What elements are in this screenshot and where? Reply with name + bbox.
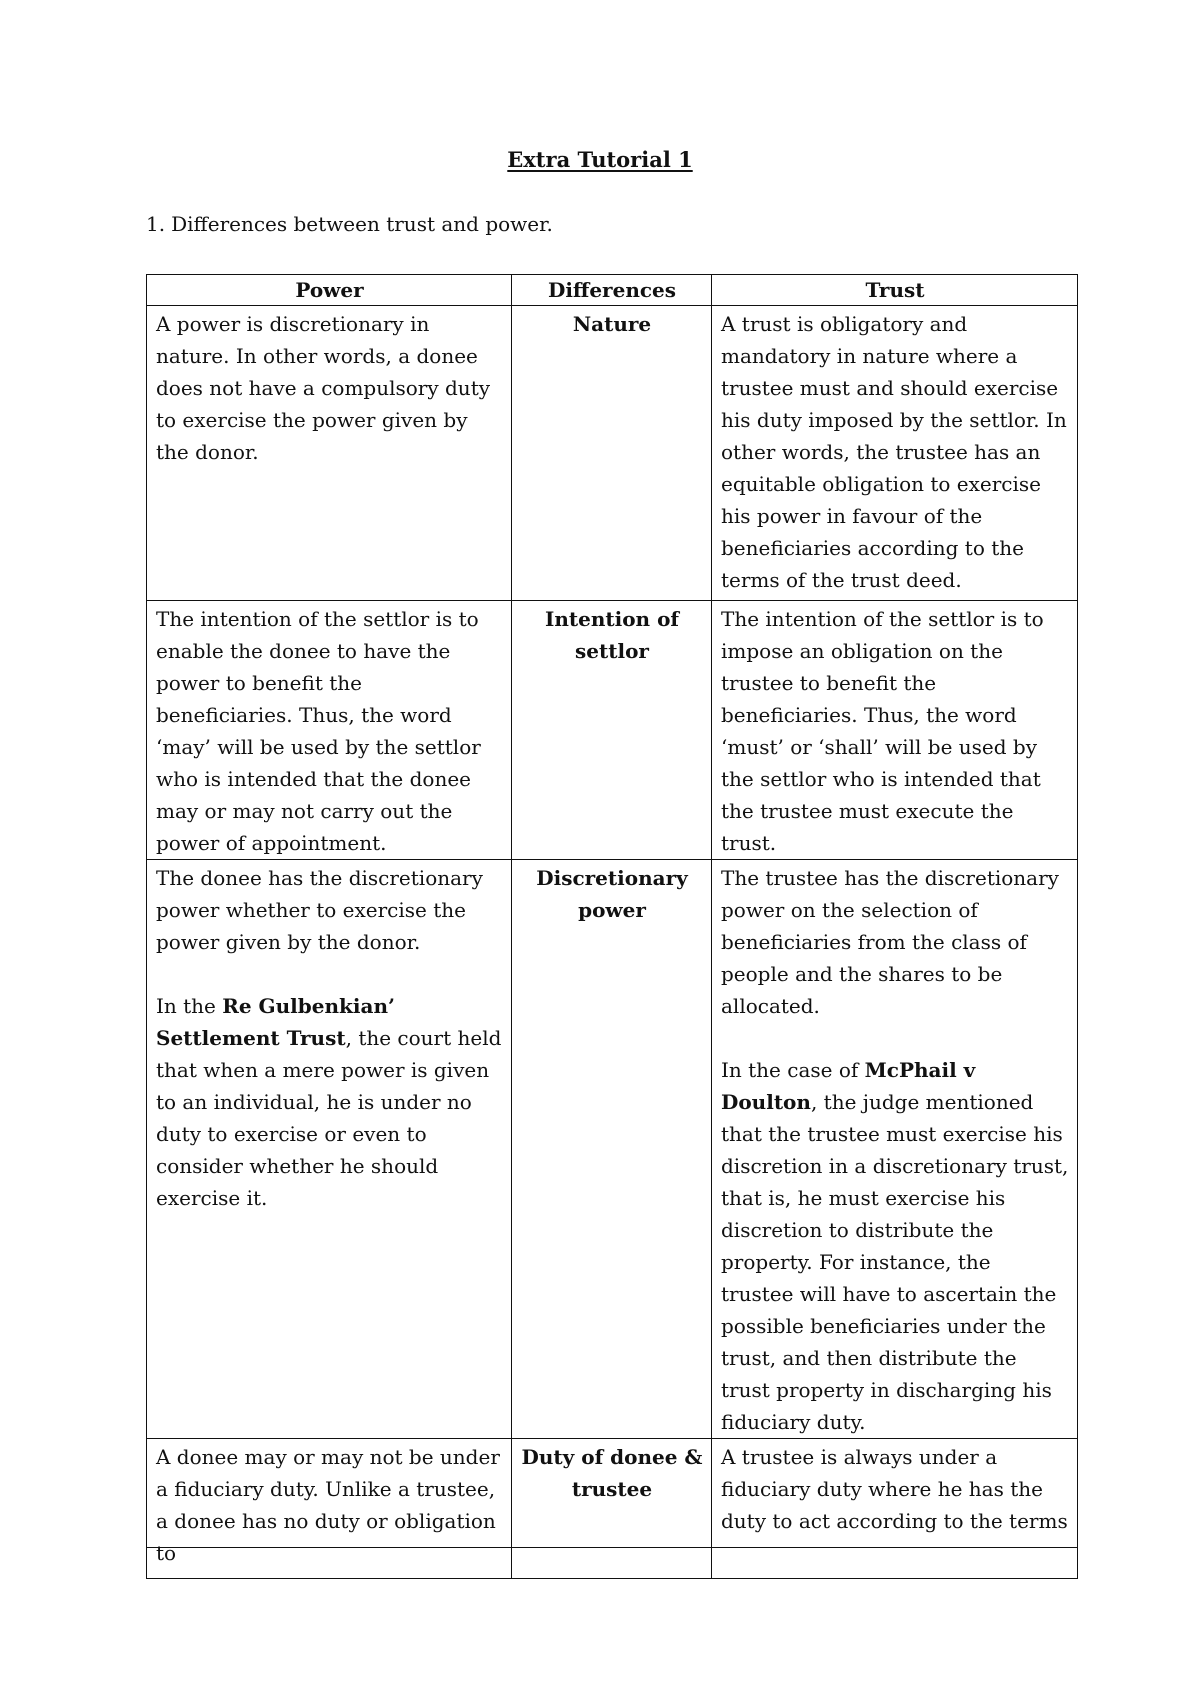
comparison-table — [146, 274, 1078, 1579]
power-case-paragraph — [156, 990, 503, 1214]
difference-label: Intention of settlor — [512, 601, 712, 860]
table-header-row — [147, 275, 1078, 306]
difference-label: Duty of donee & trustee — [512, 1439, 712, 1579]
question-number: 1. — [146, 212, 166, 236]
comparison-table-container — [146, 274, 1077, 1565]
header-differences: Differences — [512, 275, 712, 306]
power-cell: A donee may or may not be under a fiduciary duty. Unlike a trustee, a donee has no duty or obligation to — [147, 1439, 512, 1579]
power-cell: A power is discretionary in nature. In other words, a donee does not have a compulsory duty to exercise the power given by the donor. — [147, 306, 512, 601]
table-row — [147, 601, 1078, 860]
case-holding-text: , the judge mentioned that the trustee must exercise his discretion in a discretionary trust, that is, he must exercise his discretion to distribute the property. For instance, the trustee will have to ascertain the possible beneficiaries under the trust, and then distribute the trust property in discharging his fiduciary duty. — [721, 1090, 1069, 1434]
case-intro-text: In the — [156, 994, 223, 1018]
power-cell — [147, 860, 512, 1439]
header-trust: Trust — [712, 275, 1078, 306]
difference-label: Discretionary power — [512, 860, 712, 1439]
trust-cell: A trustee is always under a fiduciary duty where he has the duty to act according to the terms — [712, 1439, 1078, 1579]
trust-cell: A trust is obligatory and mandatory in nature where a trustee must and should exercise his duty imposed by the settlor. In other words, the trustee has an equitable obligation to exercise his power in favour of the beneficiaries according to the terms of the trust deed. — [712, 306, 1078, 601]
trust-cell: The intention of the settlor is to impose an obligation on the trustee to benefit the beneficiaries. Thus, the word ‘must’ or ‘shall’ will be used by the settlor who is intended that the trustee must execute the trust. — [712, 601, 1078, 860]
trust-case-paragraph — [721, 1054, 1069, 1438]
page-title: Extra Tutorial 1 — [507, 147, 693, 172]
table-row — [147, 860, 1078, 1439]
question-heading — [146, 210, 553, 238]
trust-paragraph: The trustee has the discretionary power on the selection of beneficiaries from the class of people and the shares to be allocated. — [721, 866, 1059, 1018]
case-name: McPhail v Doulton — [721, 1058, 976, 1114]
question-text: Differences between trust and power. — [171, 212, 553, 236]
difference-label: Nature — [512, 306, 712, 601]
header-power: Power — [147, 275, 512, 306]
table-row — [147, 1439, 1078, 1579]
case-name: Re Gulbenkian’ Settlement Trust — [156, 994, 395, 1050]
table-row — [147, 306, 1078, 601]
trust-cell — [712, 860, 1078, 1439]
power-cell: The intention of the settlor is to enable the donee to have the power to benefit the beneficiaries. Thus, the word ‘may’ will be used by the settlor who is intended that the donee may or may not carry out the power of appointment. — [147, 601, 512, 860]
case-holding-text: , the court held that when a mere power is given to an individual, he is under no duty to exercise or even to consider whether he should exercise it. — [156, 1026, 502, 1210]
case-intro-text: In the case of — [721, 1058, 865, 1082]
power-paragraph: The donee has the discretionary power whether to exercise the power given by the donor. — [156, 866, 483, 954]
